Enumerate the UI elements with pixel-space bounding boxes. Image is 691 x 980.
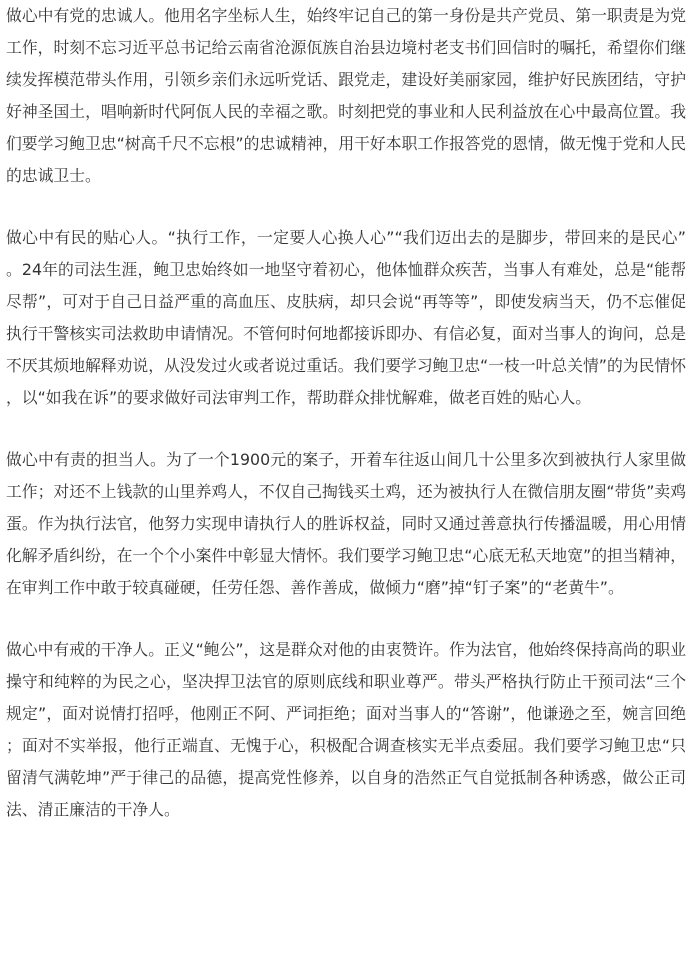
article-body (6, 0, 686, 826)
paragraph-clean-integrity: 做心中有戒的干净人。正义“鲍公”，这是群众对他的由衷赞许。作为法官，他始终保持高尚的职业操守和纯粹的为民之心，坚决捍卫法官的原则底线和职业尊严。带头严格执行防止干预司法“三个规定”，面对说情打招呼，他刚正不阿、严词拒绝；面对当事人的“答谢”，他谦逊之至，婉言回绝；面对不实举报，他行正端直、无愧于心，积极配合调查核实无半点委屈。我们要学习鲍卫忠“只留清气满乾坤”严于律己的品德，提高党性修养，以自身的浩然正气自觉抵制各种诱惑，做公正司法、清正廉洁的干净人。 (6, 640, 686, 819)
paragraph-responsible: 做心中有责的担当人。为了一个1900元的案子，开着车往返山间几十公里多次到被执行人家里做工作；对还不上钱款的山里养鸡人，不仅自己掏钱买土鸡，还为被执行人在微信朋友圈“带货”卖鸡蛋。作为执行法官，他努力实现申请执行人的胜诉权益，同时又通过善意执行传播温暖，用心用情化解矛盾纠纷，在一个个小案件中彰显大情怀。我们要学习鲍卫忠“心底无私天地宽”的担当精神，在审判工作中敢于较真碰硬，任劳任怨、善作善成，做倾力“磨”掉“钉子案”的“老黄牛”。 (6, 450, 686, 597)
paragraph-loyal-to-party: 做心中有党的忠诚人。他用名字坐标人生，始终牢记自己的第一身份是共产党员、第一职责是为党工作，时刻不忘习近平总书记给云南省沧源佤族自治县边境村老支书们回信时的嘱托，希望你们继续发挥模范带头作用，引领乡亲们永远听党话、跟党走，建设好美丽家园，维护好民族团结，守护好神圣国土，唱响新时代阿佤人民的幸福之歌。时刻把党的事业和人民利益放在心中最高位置。我们要学习鲍卫忠“树高千尺不忘根”的忠诚精神，用干好本职工作报答党的恩情，做无愧于党和人民的忠诚卫士。 (6, 6, 686, 185)
paragraph-close-to-people: 做心中有民的贴心人。“执行工作，一定要人心换人心”“我们迈出去的是脚步，带回来的是民心”。24年的司法生涯，鲍卫忠始终如一地坚守着初心，他体恤群众疾苦，当事人有难处，总是“能帮尽帮”，可对于自己日益严重的高血压、皮肤病，却只会说“再等等”，即使发病当天，仍不忘催促执行干警核实司法救助申请情况。不管何时何地都接诉即办、有信必复，面对当事人的询问，总是不厌其烦地解释劝说，从没发过火或者说过重话。我们要学习鲍卫忠“一枝一叶总关情”的为民情怀，以“如我在诉”的要求做好司法审判工作，帮助群众排忧解难，做老百姓的贴心人。 (6, 228, 686, 407)
